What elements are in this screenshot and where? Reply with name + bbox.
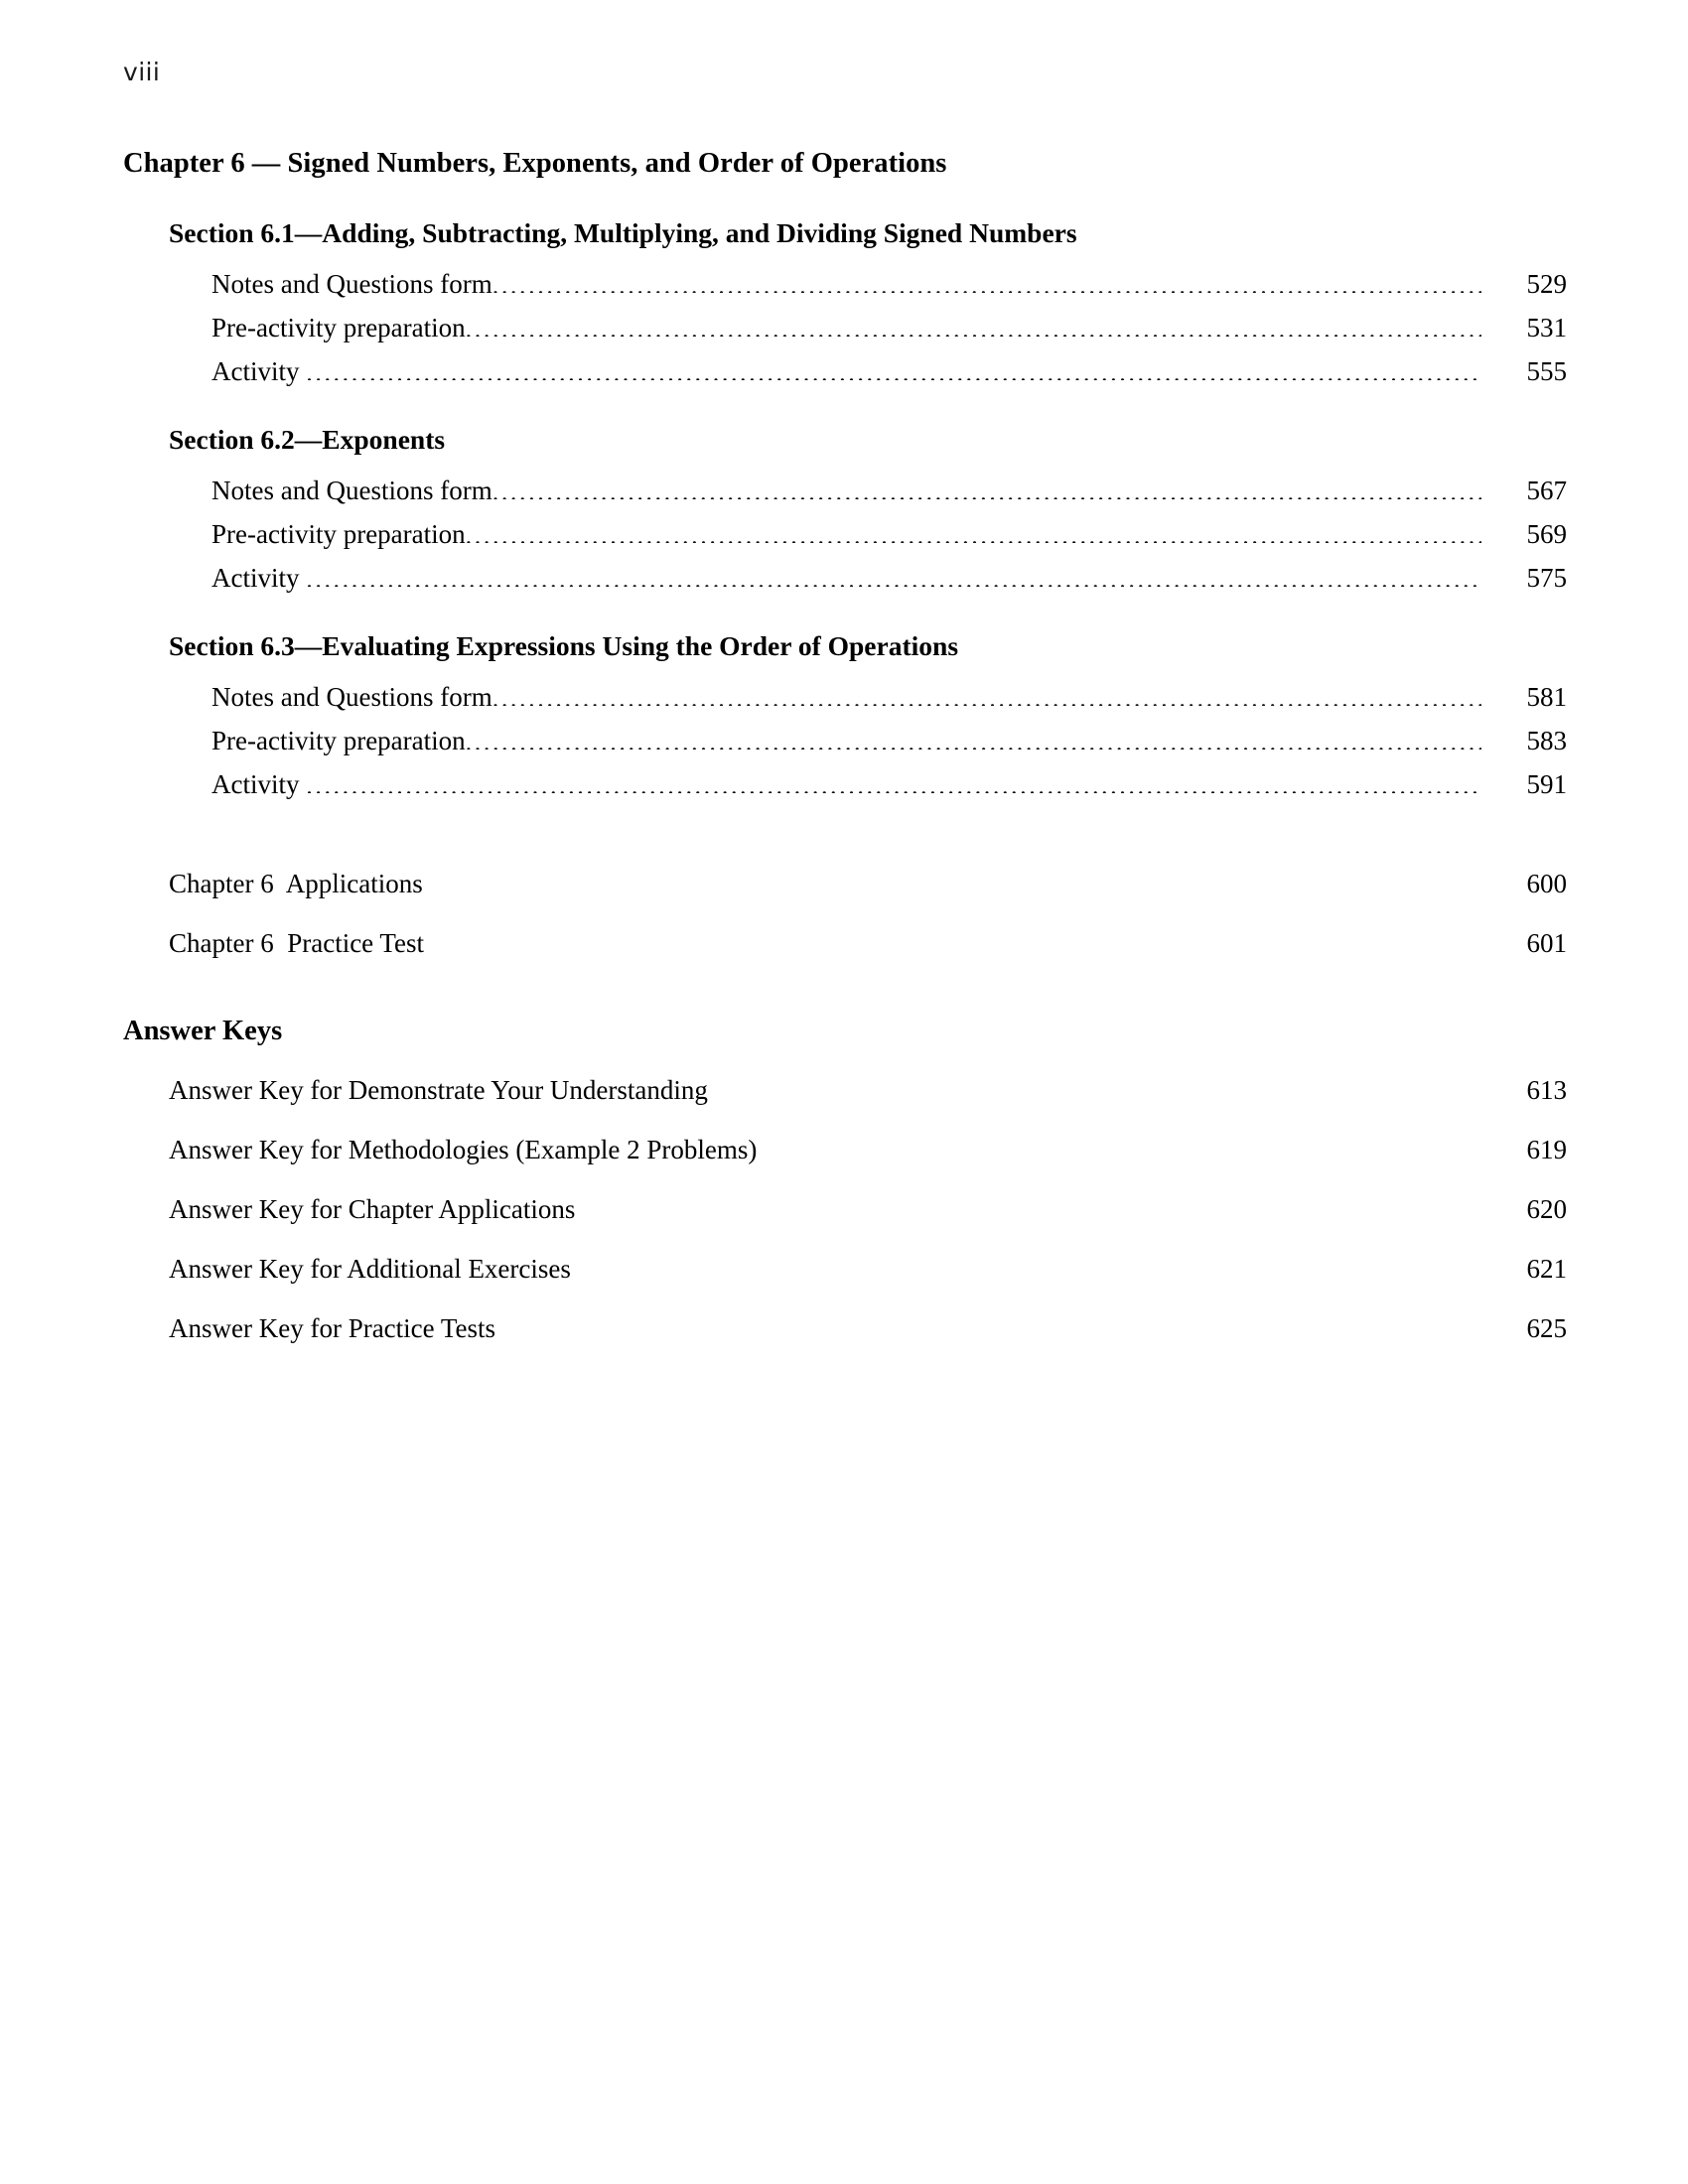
toc-entry-page: 569 [1526,519,1567,549]
toc-entry-row[interactable] [0,306,1688,349]
toc-entry-label: Pre-activity preparation [211,726,466,755]
toc-entry-row[interactable] [0,854,1688,913]
toc-entry-page: 567 [1526,476,1567,505]
toc-entry-label: Notes and Questions form [211,476,492,505]
dot-leader [582,1191,1481,1218]
toc-entry-row[interactable] [0,1120,1688,1179]
chapter-heading: Chapter 6 — Signed Numbers, Exponents, and Order of Operations [123,148,947,179]
dot-leader [492,266,1481,293]
toc-entry-page: 531 [1526,313,1567,342]
toc-entry-label: Answer Key for Methodologies (Example 2 Problems) [169,1135,758,1164]
dot-leader [715,1072,1481,1099]
toc-entry-page: 583 [1526,726,1567,755]
dot-leader [306,353,1481,380]
toc-entry-row[interactable] [0,675,1688,719]
toc-entry-label: Pre-activity preparation [211,313,466,342]
toc-entry-label: Activity [211,769,307,799]
toc-entry-label: Answer Key for Practice Tests [169,1313,496,1343]
toc-entry-row[interactable] [0,349,1688,393]
section-block [0,216,1688,393]
section-heading: Section 6.1—Adding, Subtracting, Multiplying, and Dividing Signed Numbers [169,217,1077,248]
toc-entry-label: Activity [211,356,307,386]
toc-entry-row[interactable] [0,556,1688,600]
toc-entry-label: Chapter 6 Practice Test [169,928,431,958]
dot-leader [306,560,1481,587]
toc-entry-row[interactable] [0,512,1688,556]
dot-leader [492,473,1481,499]
toc-entry-label: Chapter 6 Applications [169,869,423,898]
toc-entry-row[interactable] [0,262,1688,306]
dot-leader [571,1251,1481,1278]
toc-entry-page: 581 [1526,682,1567,712]
toc-entry-row[interactable] [0,913,1688,973]
toc-entry-label: Answer Key for Chapter Applications [169,1194,583,1224]
toc-entry-row[interactable] [0,469,1688,512]
toc-entry-row[interactable] [0,719,1688,762]
dot-leader [495,1310,1481,1337]
dot-leader [757,1132,1481,1159]
toc-entry-row[interactable] [0,1239,1688,1298]
dot-leader [431,925,1481,952]
section-heading: Section 6.2—Exponents [169,424,446,455]
toc-entry-page: 600 [1526,869,1567,898]
toc-entry-label: Answer Key for Additional Exercises [169,1254,571,1284]
toc-entry-page: 620 [1526,1194,1567,1224]
toc-entry-page: 555 [1526,356,1567,386]
section-block [0,629,1688,806]
dot-leader [423,866,1481,892]
toc-entry-row[interactable] [0,1298,1688,1358]
toc-entry-page: 575 [1526,563,1567,593]
answer-keys-heading: Answer Keys [123,1016,283,1046]
toc-entry-label: Notes and Questions form [211,682,492,712]
toc-entry-page: 529 [1526,269,1567,299]
toc-entry-page: 621 [1526,1254,1567,1284]
dot-leader [466,310,1481,337]
toc-entry-row[interactable] [0,762,1688,806]
toc-entry-page: 613 [1526,1075,1567,1105]
toc-entry-row[interactable] [0,1179,1688,1239]
dot-leader [466,516,1481,543]
toc-entry-label: Activity [211,563,307,593]
toc-entry-row[interactable] [0,1060,1688,1120]
dot-leader [306,766,1481,793]
toc-entry-page: 619 [1526,1135,1567,1164]
folio-page-number: viii [123,58,161,86]
section-heading: Section 6.3—Evaluating Expressions Using the Order of Operations [169,630,959,661]
section-block [0,423,1688,600]
toc-entry-label: Pre-activity preparation [211,519,466,549]
toc-entry-page: 591 [1526,769,1567,799]
toc-entry-label: Notes and Questions form [211,269,492,299]
toc-entry-page: 601 [1526,928,1567,958]
table-of-contents [0,147,1688,1358]
toc-entry-label: Answer Key for Demonstrate Your Understanding [169,1075,715,1105]
dot-leader [492,679,1481,706]
dot-leader [466,723,1481,750]
toc-entry-page: 625 [1526,1313,1567,1343]
